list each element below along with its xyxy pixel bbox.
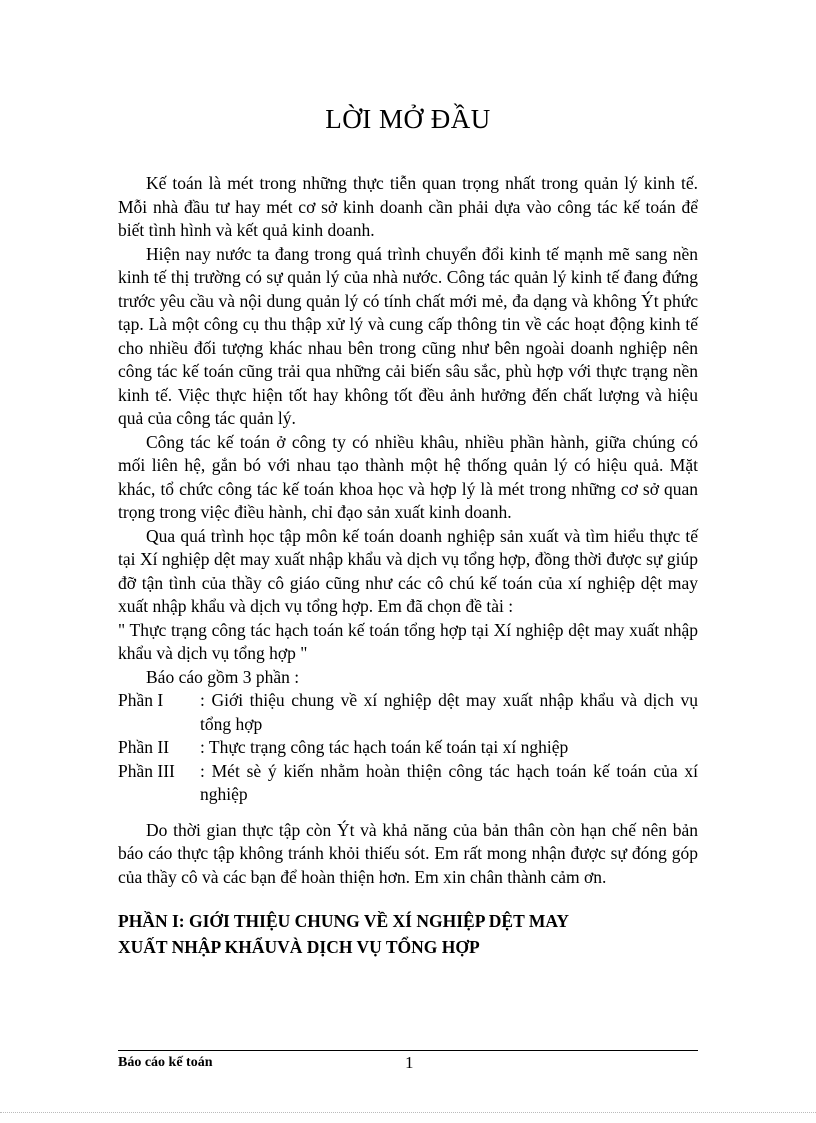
paragraph-4: Qua quá trình học tập môn kế toán doanh nghiệp sản xuất và tìm hiểu thực tế tại Xí nghiệp dệt may xuất nhập khẩu và dịch vụ tổng hợp, đồng thời được sự giúp đỡ tận tình của thầy cô giáo cũng như các cô chú kế toán của xí nghiệp dệt may xuất nhập khẩu và dịch vụ tổng hợp. Em đã chọn đề tài : xyxy=(118,525,698,616)
part-label: Phần II xyxy=(118,737,170,757)
part-label: Phần I xyxy=(118,690,164,710)
part-item-2 xyxy=(118,736,698,760)
footer-label: Báo cáo kế toán xyxy=(118,1055,213,1070)
spacer xyxy=(118,807,698,819)
part-text: : Thực trạng công tác hạch toán kế toán tại xí nghiệp xyxy=(200,737,569,757)
part-text: : Giới thiệu chung về xí nghiệp dệt may xuất nhập khẩu và dịch vụ tổng hợp xyxy=(200,690,698,734)
topic-quote: " Thực trạng công tác hạch toán kế toán tổng hợp tại Xí nghiệp dệt may xuất nhập khẩu và dịch vụ tổng hợp " xyxy=(118,619,698,663)
report-intro: Báo cáo gồm 3 phần : xyxy=(146,666,300,687)
closing-paragraph: Do thời gian thực tập còn Ýt và khả năng của bản thân còn hạn chế nên bản báo cáo thực tập không tránh khỏi thiếu sót. Em rất mong nhận được sự đóng góp của thầy cô và các bạn để hoàn thiện hơn. Em xin chân thành cảm ơn. xyxy=(118,819,698,887)
page-number: 1 xyxy=(405,1053,414,1072)
section-heading xyxy=(118,908,678,960)
part-item-3 xyxy=(118,760,698,807)
page-break-line xyxy=(0,1112,816,1113)
footer-divider xyxy=(118,1050,698,1051)
section-heading-line-2: XUẤT NHẬP KHẨUVÀ DỊCH VỤ TỔNG HỢP xyxy=(118,937,480,957)
section-heading-line-1: PHẦN I: GIỚI THIỆU CHUNG VỀ XÍ NGHIỆP DỆT MAY xyxy=(118,911,570,931)
page-title: LỜI MỞ ĐẦU xyxy=(325,104,491,134)
paragraph-1: Kế toán là mét trong những thực tiễn quan trọng nhất trong quản lý kinh tế. Mỗi nhà đầu tư hay mét cơ sở kinh doanh cần phải dựa vào công tác kế toán để biết tình hình và kết quả kinh doanh. xyxy=(118,173,698,240)
document-body xyxy=(118,172,698,889)
paragraph-2: Hiện nay nước ta đang trong quá trình chuyển đổi kinh tế mạnh mẽ sang nền kinh tế thị trường có sự quản lý của nhà nước. Công tác quản lý kinh tế đang đứng trước yêu cầu và nội dung quản lý có tính chất mới mẻ, đa dạng và không Ýt phức tạp. Là một công cụ thu thập xử lý và cung cấp thông tin về các hoạt động kinh tế cho nhiều đối tượng khác nhau bên trong cũng như bên ngoài doanh nghiệp nên công tác kế toán cũng trải qua những cải biến sâu sắc, phù hợp với thực trạng nền kinh tế. Việc thực hiện tốt hay không tốt đều ảnh hưởng đến chất lượng và hiệu quả của công tác quản lý. xyxy=(118,243,698,428)
part-text: : Mét sè ý kiến nhằm hoàn thiện công tác hạch toán kế toán của xí nghiệp xyxy=(200,760,698,804)
part-label: Phần III xyxy=(118,760,175,781)
paragraph-3: Công tác kế toán ở công ty có nhiều khâu, nhiều phần hành, giữa chúng có mối liên hệ, gắn bó với nhau tạo thành một hệ thống quản lý có hiệu quả. Mặt khác, tổ chức công tác kế toán khoa học và hợp lý là mét trong những cơ sở quan trọng trong việc điều hành, chỉ đạo sản xuất kinh doanh. xyxy=(118,431,698,522)
part-item-1 xyxy=(118,689,698,736)
